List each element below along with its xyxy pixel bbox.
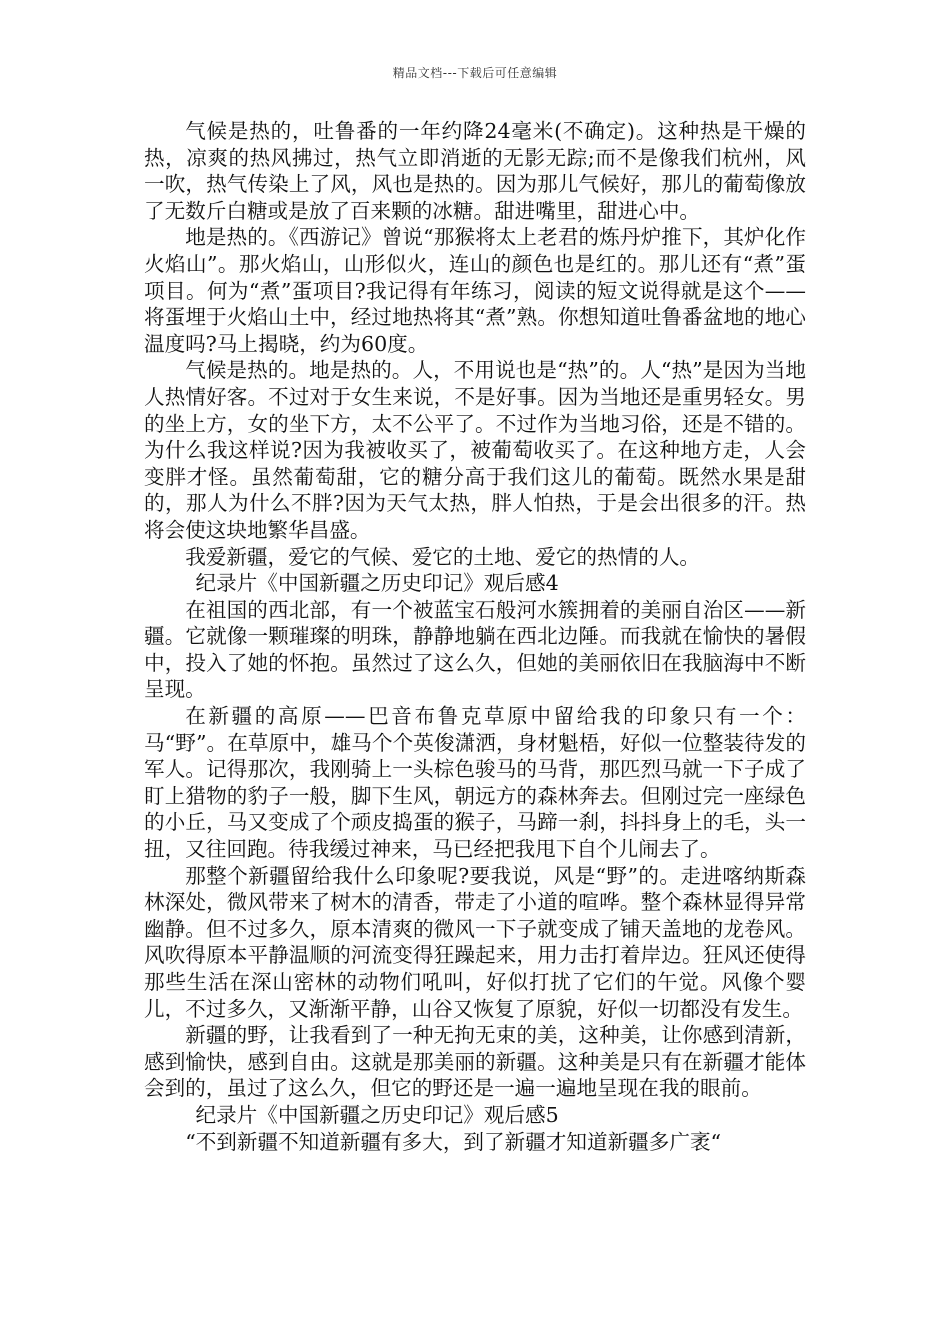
paragraph-climate: 气候是热的，吐鲁番的一年约降24毫米(不确定)。这种热是干燥的热，凉爽的热风拂过，热气立即消逝的无影无踪;而不是像我们杭州，风一吹，热气传染上了风，风也是热的。因为那儿气候好，那儿的葡萄像放了无数斤白糖或是放了百来颗的冰糖。甜进嘴里，甜进心中。	[144, 119, 806, 223]
paragraph-love-xinjiang: 我爱新疆，爱它的气候、爱它的土地、爱它的热情的人。	[185, 544, 701, 569]
document-body	[144, 118, 806, 1318]
section-heading-4: 纪录片《中国新疆之历史印记》观后感4	[195, 571, 559, 596]
section-heading-5: 纪录片《中国新疆之历史印记》观后感5	[195, 1102, 559, 1127]
page-header: 精品文档---下载后可任意编辑	[392, 66, 558, 80]
paragraph-wind: 那整个新疆留给我什么印象呢?要我说，风是“野”的。走进喀纳斯森林深处，微风带来了树木的清香，带走了小道的喧哗。整个森林显得异常幽静。但不过多久，原本清爽的微风一下子就变成了铺天盖地的龙卷风。风吹得原本平静温顺的河流变得狂躁起来，用力击打着岸边。狂风还使得那些生活在深山密林的动物们吼叫，好似打扰了它们的午觉。风像个婴儿，不过多久，又渐渐平静，山谷又恢复了原貌，好似一切都没有发生。	[144, 863, 806, 1021]
paragraph-wild-beauty: 新疆的野，让我看到了一种无拘无束的美，这种美，让你感到清新，感到愉快，感到自由。这就是那美丽的新疆。这种美是只有在新疆才能体会到的，虽过了这么久，但它的野还是一遍一遍地呈现在我的眼前。	[144, 1023, 806, 1101]
paragraph-people: 气候是热的。地是热的。人，不用说也是“热”的。人“热”是因为当地人热情好客。不过对于女生来说，不是好事。因为当地还是重男轻女。男的坐上方，女的坐下方，太不公平了。不过作为当地习俗，还是不错的。为什么我这样说?因为我被收买了，被葡萄收买了。在这种地方走，人会变胖才怪。虽然葡萄甜，它的糖分高于我们这儿的葡萄。既然水果是甜的，那人为什么不胖?因为天气太热，胖人怕热，于是会出很多的汗。热将会使这块地繁华昌盛。	[144, 358, 806, 542]
paragraph-grassland: 在新疆的高原——巴音布鲁克草原中留给我的印象只有一个：马“野”。在草原中，雄马个个英俊潇洒，身材魁梧，好似一位整装待发的军人。记得那次，我刚骑上一头棕色骏马的马背，那匹烈马就一下子成了盯上猎物的豹子一般，脚下生风，朝远方的森林奔去。但刚过完一座绿色的小丘，马又变成了个顽皮捣蛋的猴子，马蹄一刹，抖抖身上的毛，头一扭，又往回跑。待我缓过神来，马已经把我甩下自个儿闹去了。	[144, 704, 806, 862]
paragraph-land: 地是热的。《西游记》曾说“那猴将太上老君的炼丹炉推下，其炉化作火焰山”。那火焰山，山形似火，连山的颜色也是红的。那儿还有“煮”蛋项目。何为“煮”蛋项目?我记得有年练习，阅读的短文说得就是这个——将蛋埋于火焰山土中，经过地热将其“煮”熟。你想知道吐鲁番盆地的地心温度吗?马上揭晓，约为60度。	[144, 225, 806, 356]
paragraph-quote: “不到新疆不知道新疆有多大，到了新疆才知道新疆多广袤“	[185, 1129, 722, 1154]
paragraph-northwest: 在祖国的西北部，有一个被蓝宝石般河水簇拥着的美丽自治区——新疆。它就像一颗璀璨的明珠，静静地躺在西北边陲。而我就在愉快的暑假中，投入了她的怀抱。虽然过了这么久，但她的美丽依旧在我脑海中不断呈现。	[144, 597, 806, 702]
